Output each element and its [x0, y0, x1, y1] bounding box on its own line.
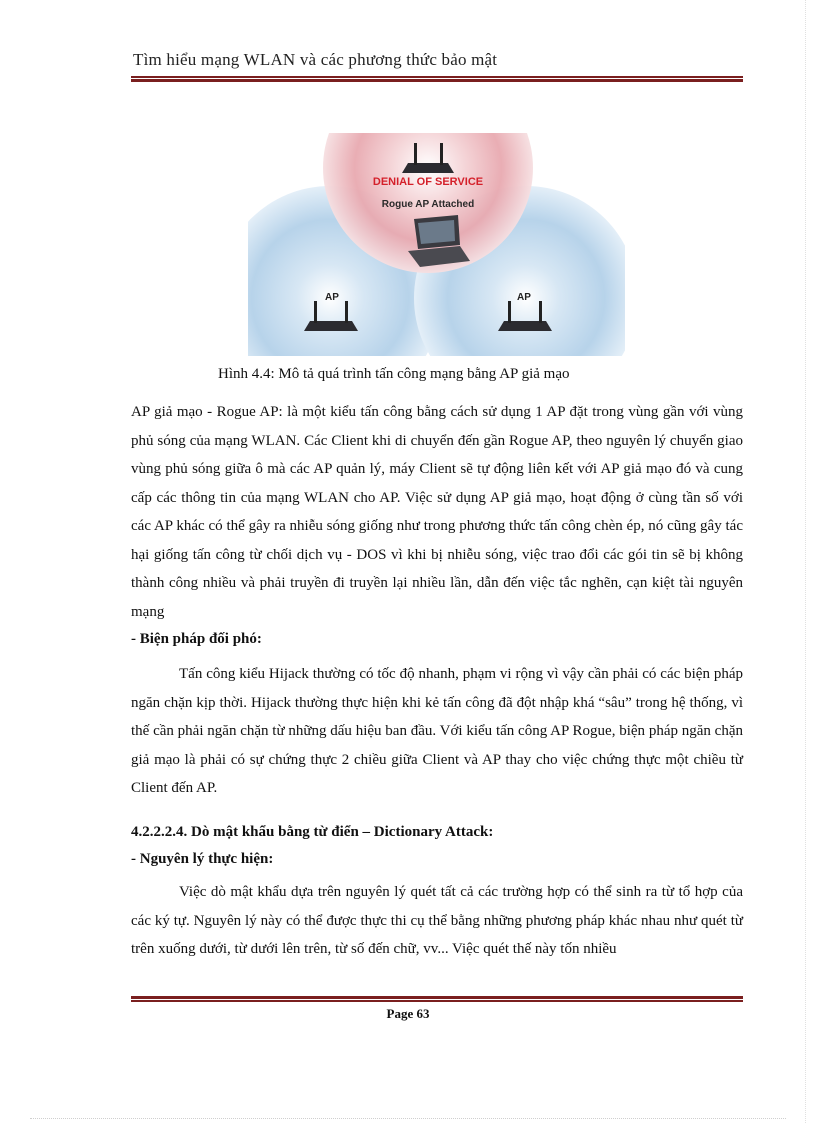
header-rule [131, 76, 743, 82]
ap-label-left: AP [325, 292, 339, 303]
page-number: Page 63 [386, 1006, 430, 1021]
heading-countermeasure: - Biện pháp đối phó: [131, 631, 262, 647]
page-edge-dotted [30, 1118, 786, 1119]
figure-caption: Hình 4.4: Mô tả quá trình tấn công mạng bằng AP giả mạo [218, 366, 570, 382]
heading-principle: - Nguyên lý thực hiện: [131, 851, 274, 867]
paragraph-principle: Việc dò mật khẩu dựa trên nguyên lý quét tất cả các trường hợp có thể sinh ra từ tổ hợp của các ký tự. Nguyên lý này có thể được thực thi cụ thể bằng những phương pháp khác nhau như quét từ trên xuống dưới, từ dưới lên trên, từ số đến chữ, vv... Việc quét thế này tốn nhiều [131, 884, 743, 957]
paragraph-rogue-ap: AP giả mạo - Rogue AP: là một kiểu tấn công bằng cách sử dụng 1 AP đặt trong vùng gần với vùng phủ sóng của mạng WLAN. Các Client khi di chuyển đến gần Rogue AP, theo nguyên lý chuyển giao vùng phủ sóng giữa ô mà các AP quản lý, máy Client sẽ tự động liên kết với AP giả mạo đó và cung cấp các thông tin của mạng WLAN cho AP. Việc sử dụng AP giả mạo, hoạt động ở cùng tần số với các AP khác có thể gây ra nhiễu sóng giống như trong phương thức tấn công chèn ép, nó cũng gây tác hại giống tấn công từ chối dịch vụ - DOS vì khi bị nhiễu sóng, việc trao đổi các gói tin sẽ bị không thành công nhiều và phải truyền đi truyền lại nhiều lần, dẫn đến việc tắc nghẽn, cạn kiệt tài nguyên mạng [131, 404, 743, 620]
ap-label-right: AP [517, 292, 531, 303]
section-heading: 4.2.2.2.4. Dò mật khẩu bằng từ điển – Dictionary Attack: [131, 824, 494, 840]
dos-label: DENIAL OF SERVICE [372, 176, 484, 188]
rogue-ap-label: Rogue AP Attached [381, 199, 475, 210]
page-edge-dotted-right [805, 0, 806, 1123]
footer-rule [131, 996, 743, 1002]
paragraph-countermeasure: Tấn công kiểu Hijack thường có tốc độ nhanh, phạm vi rộng vì vậy cần phải có các biện pháp ngăn chặn kịp thời. Hijack thường thực hiện khi kẻ tấn công đã đột nhập khá “sâu” trong hệ thống, vì thế cần phải ngăn chặn từ những dấu hiệu ban đầu. Với kiểu tấn công AP Rogue, biện pháp ngăn chặn giả mạo là phải có sự chứng thực 2 chiều giữa Client và AP thay cho việc chứng thực một chiều từ Client đến AP. [131, 666, 743, 796]
rogue-ap-figure [248, 133, 625, 356]
document-header-title: Tìm hiểu mạng WLAN và các phương thức bảo mật [133, 50, 498, 69]
rogue-ap-diagram [248, 133, 625, 356]
